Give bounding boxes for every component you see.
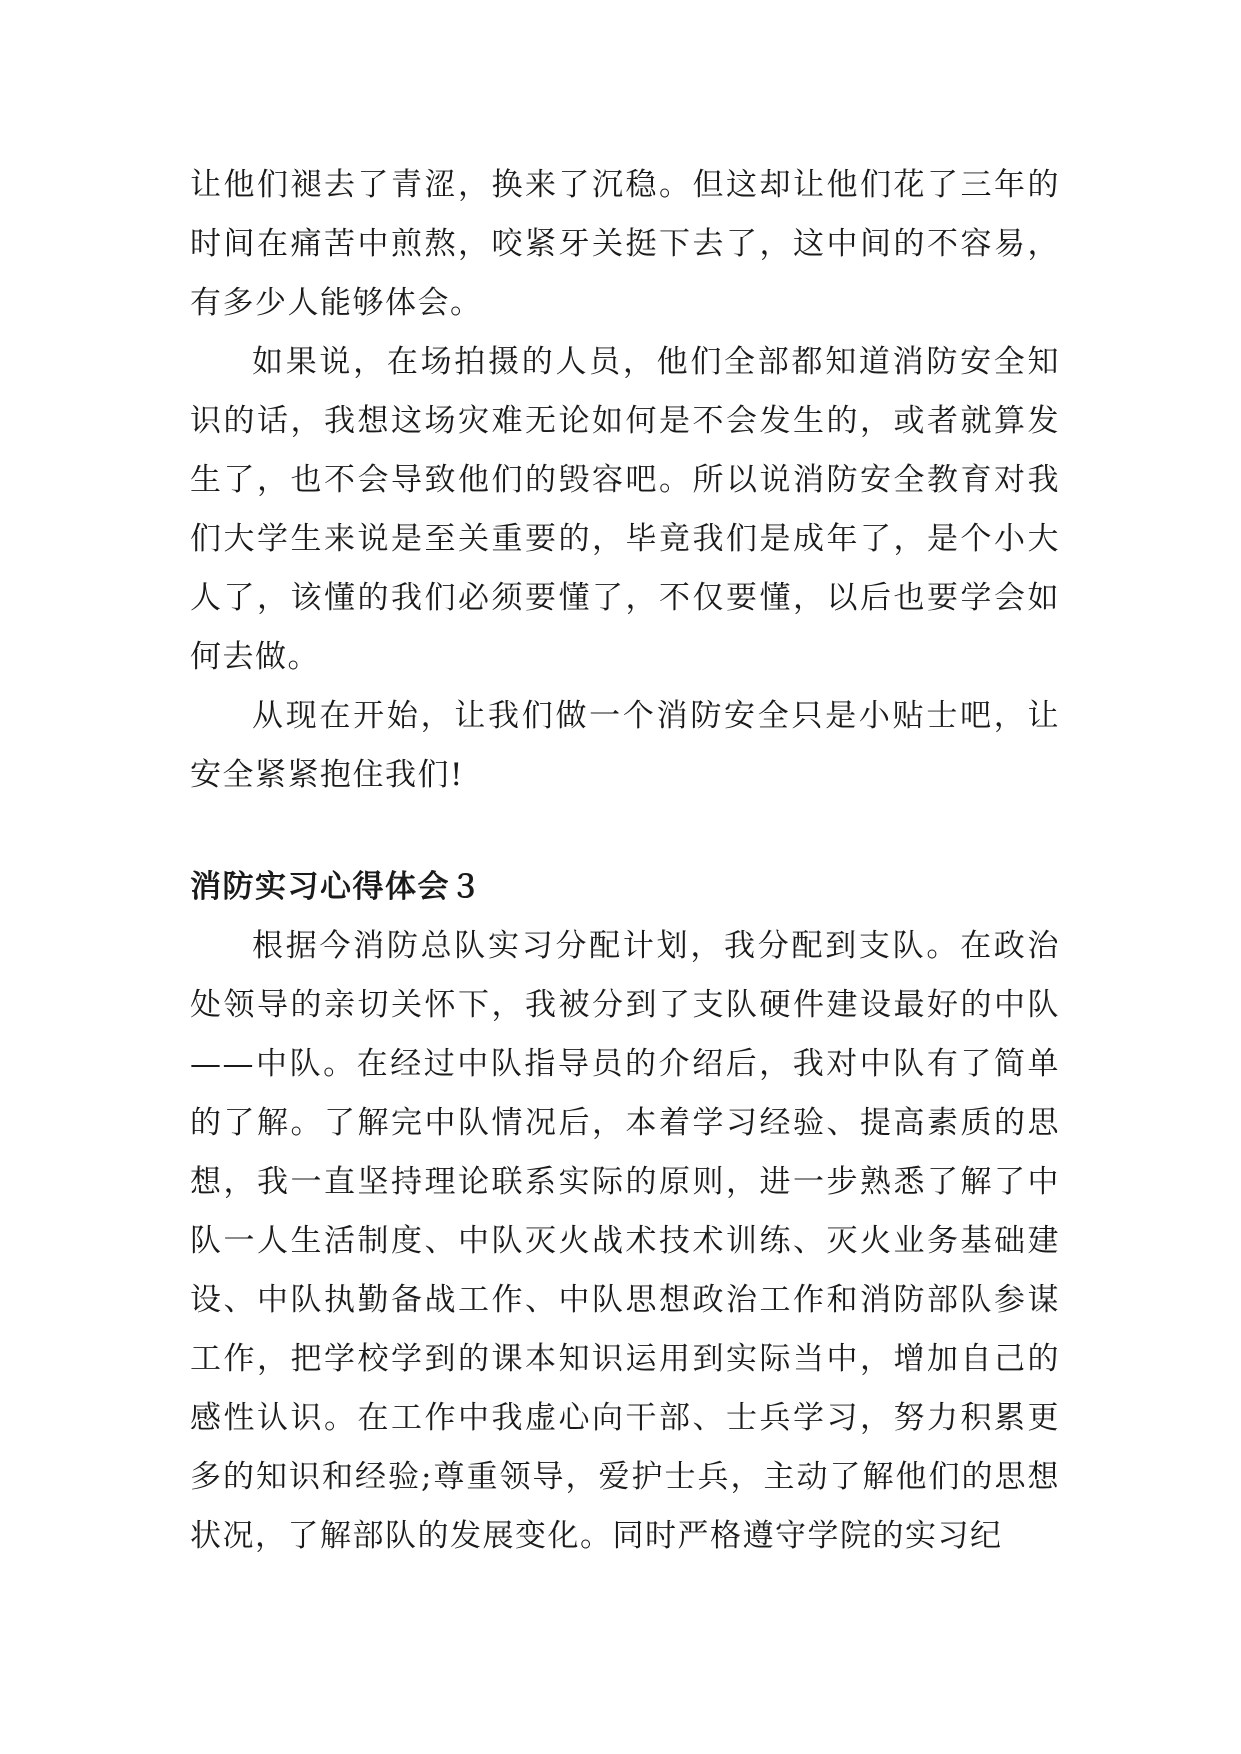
paragraph-continuation: 让他们褪去了青涩，换来了沉稳。但这却让他们花了三年的时间在痛苦中煎熬，咬紧牙关挺下去了，这中间的不容易，有多少人能够体会。 xyxy=(190,167,1060,321)
section-heading: 消防实习心得体会３ xyxy=(190,869,483,905)
section-1 xyxy=(190,156,1060,805)
paragraph: 从现在开始，让我们做一个消防安全只是小贴士吧，让安全紧紧抱住我们! xyxy=(190,698,1060,793)
paragraph: 根据今消防总队实习分配计划，我分配到支队。在政治处领导的亲切关怀下，我被分到了支队硬件建设最好的中队——中队。在经过中队指导员的介绍后，我对中队有了简单的了解。了解完中队情况后，本着学习经验、提高素质的思想，我一直坚持理论联系实际的原则，进一步熟悉了解了中队一人生活制度、中队灭火战术技术训练、灭火业务基础建设、中队执勤备战工作、中队思想政治工作和消防部队参谋工作，把学校学到的课本知识运用到实际当中，增加自己的感性认识。在工作中我虚心向干部、士兵学习，努力积累更多的知识和经验;尊重领导，爱护士兵，主动了解他们的思想状况，了解部队的发展变化。同时严格遵守学院的实习纪 xyxy=(190,928,1060,1554)
section-2 xyxy=(190,917,1060,1566)
paragraph: 如果说，在场拍摄的人员，他们全部都知道消防安全知识的话，我想这场灾难无论如何是不会发生的，或者就算发生了，也不会导致他们的毁容吧。所以说消防安全教育对我们大学生来说是至关重要的，毕竟我们是成年了，是个小大人了，该懂的我们必须要懂了，不仅要懂，以后也要学会如何去做。 xyxy=(190,344,1060,675)
